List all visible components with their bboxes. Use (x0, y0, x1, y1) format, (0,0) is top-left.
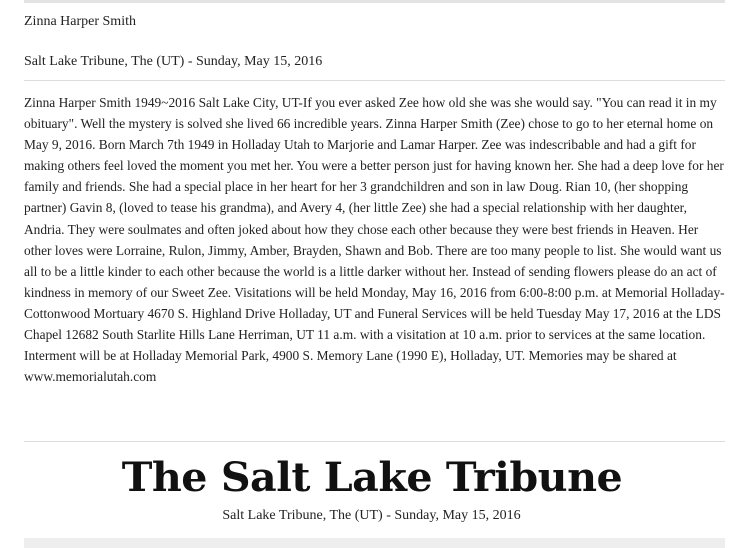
header-divider (24, 80, 725, 81)
obituary-text: Zinna Harper Smith 1949~2016 Salt Lake City, UT-If you ever asked Zee how old she was she would say. "You can read it in my obituary". Well the mystery is solved she lived 66 incredible years. Zinna Harper Smith (Zee) chose to go to her eternal home on May 9, 2016. Born March 7th 1949 in Holladay Utah to Marjorie and Lamar Harper. Zee was indescribable and had a gift for making others feel loved the moment you met her. You were a better person just for having known her. She had a deep love for her family and friends. She had a special place in her heart for her 3 grandchildren and son in law Doug. Rian 10, (her shopping partner) Gavin 8, (loved to tease his grandma), and Avery 4, (her little Zee) she had a special relationship with her daughter, Andria. They were soulmates and often joked about how they chose each other because they were best friends in Heaven. Her other loves were Lorraine, Rulon, Jimmy, Amber, Brayden, Shawn and Bob. There are too many people to list. She would want us all to be a little kinder to each other because the world is a little darker without her. Instead of sending flowers please do an act of kindness in memory of our Sweet Zee. Visitations will be held Monday, May 16, 2016 from 6:00-8:00 p.m. at Memorial Holladay-Cottonwood Mortuary 4670 S. Highland Drive Holladay, UT and Funeral Services will be held Tuesday May 17, 2016 at the LDS Chapel 12682 South Starlite Hills Lane Herriman, UT 11 a.m. with a visitation at 10 a.m. prior to services at the same location. Interment will be at Holladay Memorial Park, 4900 S. Memory Lane (1990 E), Holladay, UT. Memories may be shared at www.memorialutah.com (24, 95, 725, 385)
publication-line: Salt Lake Tribune, The (UT) - Sunday, May 15, 2016 (24, 54, 323, 69)
newspaper-masthead (0, 452, 743, 504)
bottom-bar (24, 538, 725, 548)
footer-divider (24, 441, 725, 442)
newspaper-logo: The Salt Lake Tribune (121, 454, 622, 501)
deceased-name: Zinna Harper Smith (24, 14, 136, 29)
top-divider (24, 0, 725, 3)
masthead-caption: Salt Lake Tribune, The (UT) - Sunday, May 15, 2016 (222, 508, 521, 523)
